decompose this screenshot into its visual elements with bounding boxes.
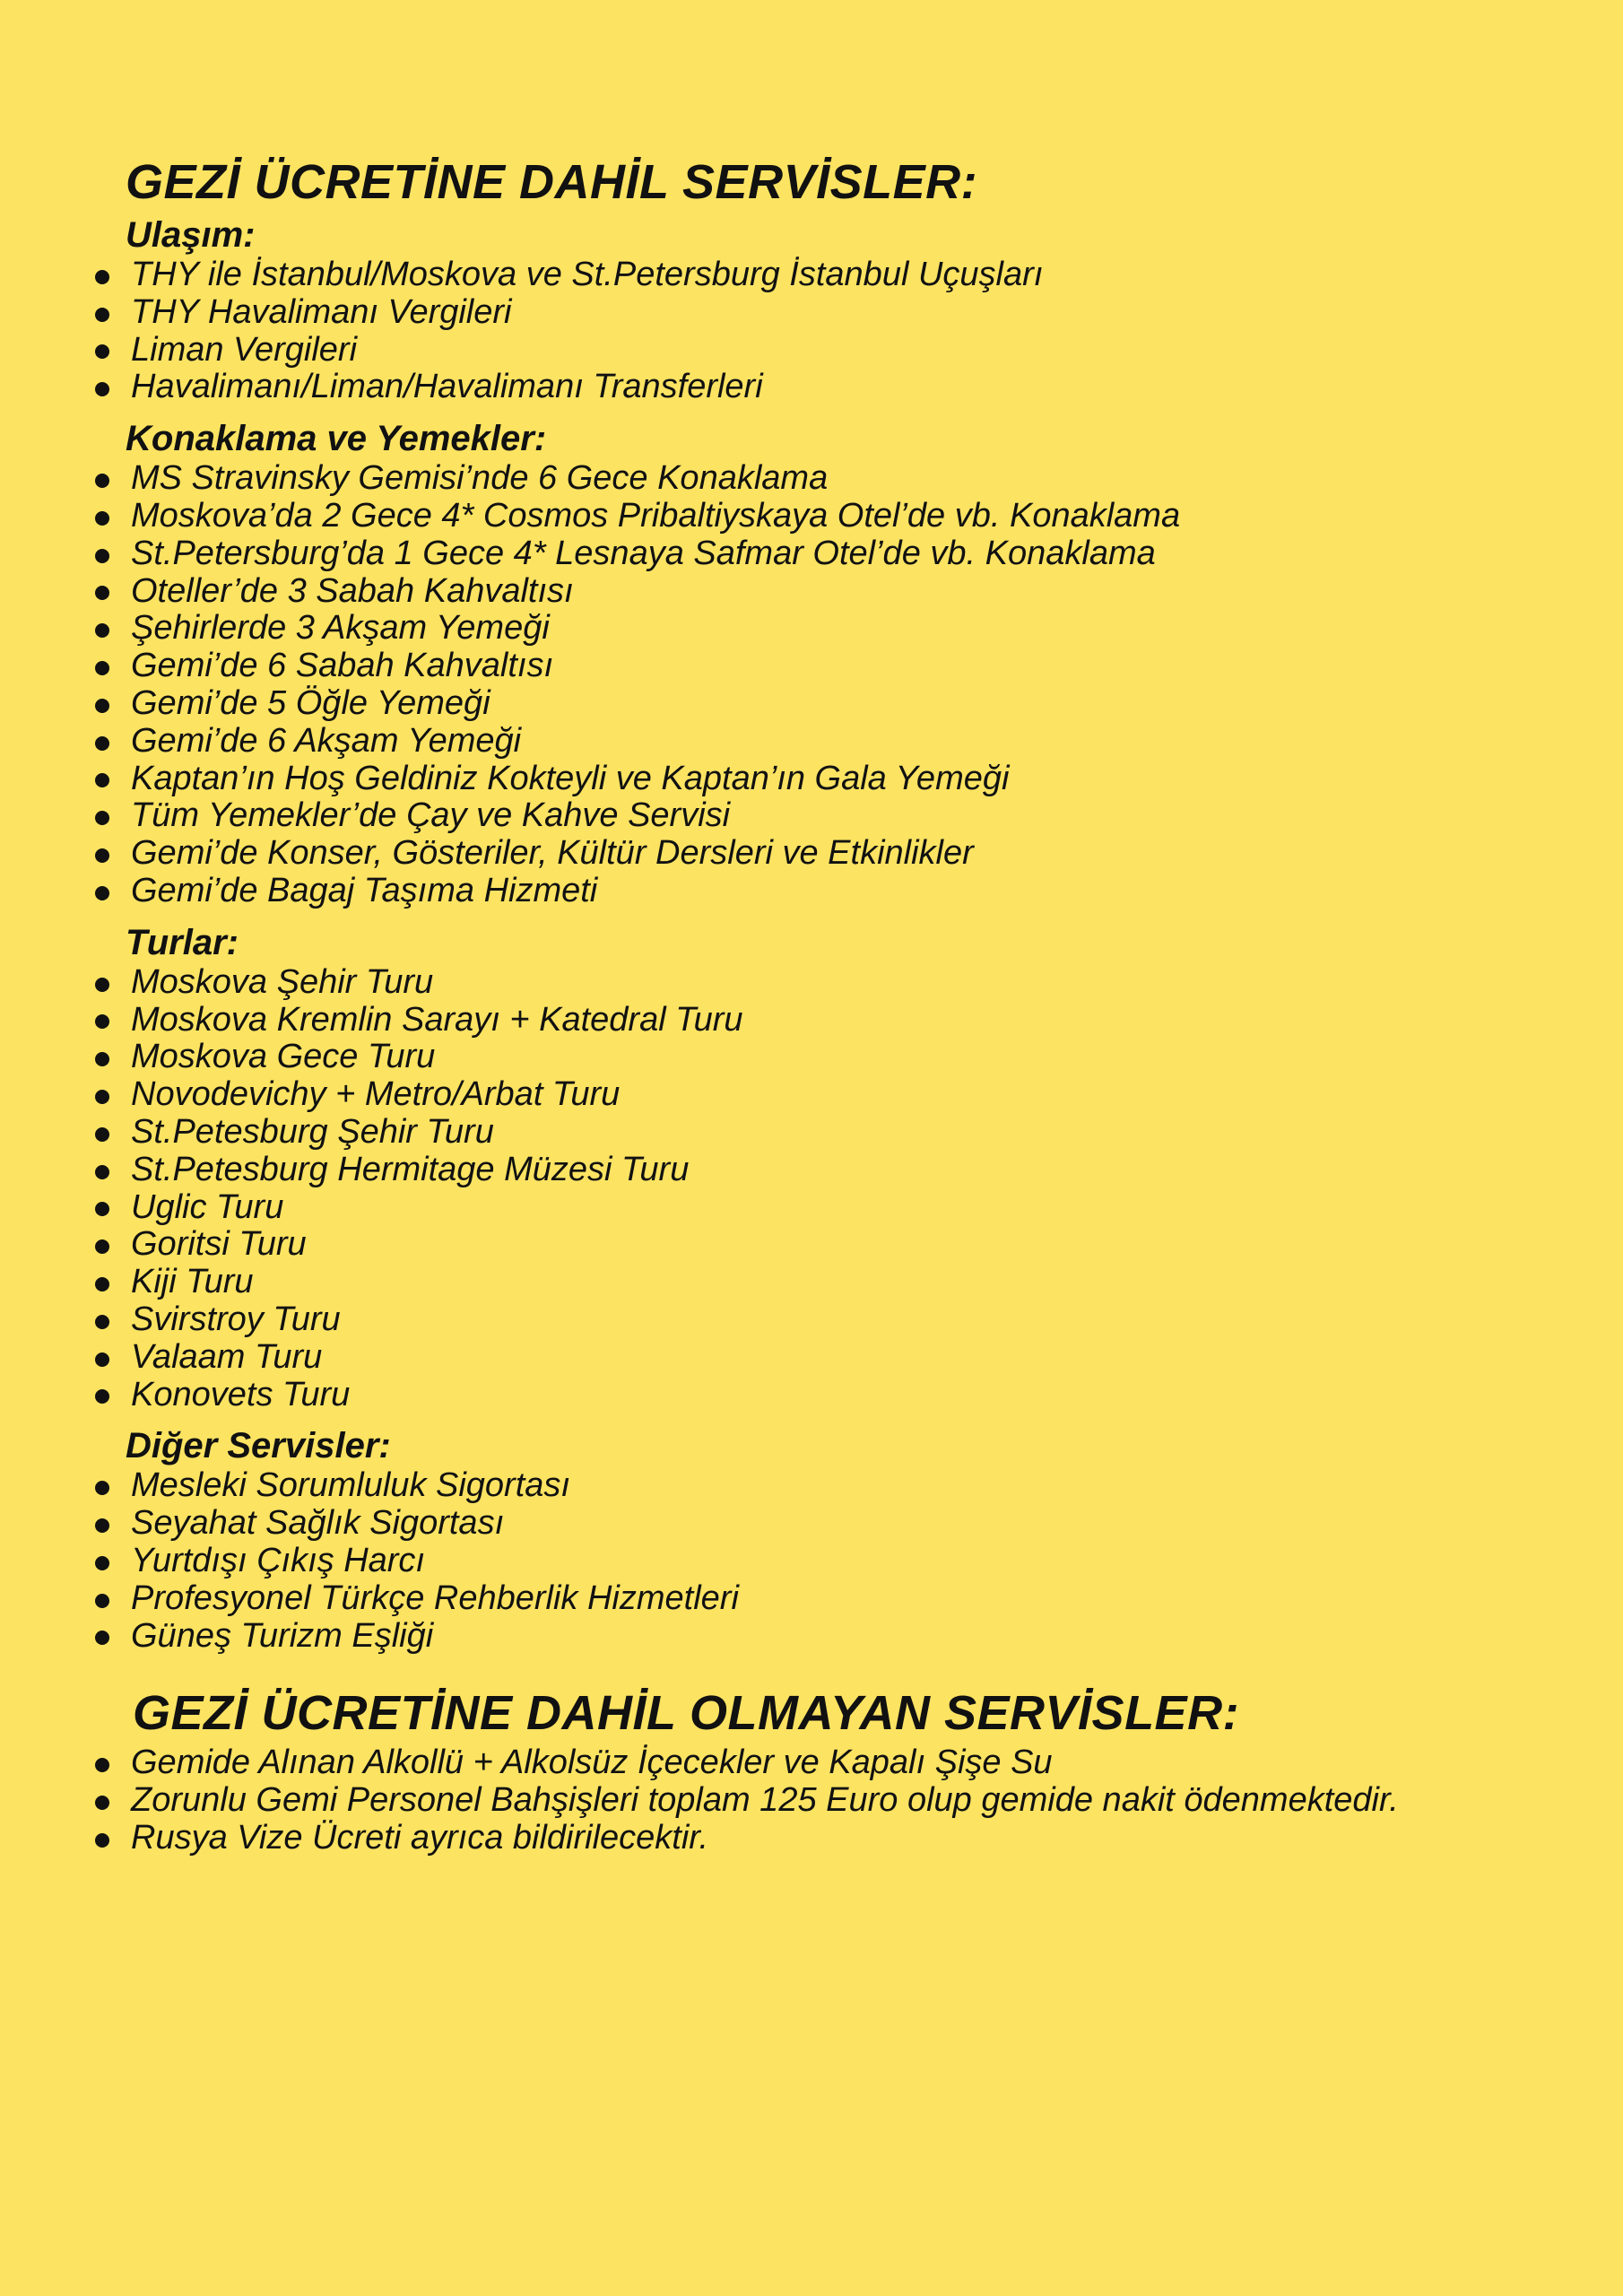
bullet-icon	[95, 1202, 109, 1216]
section-tours	[88, 921, 1612, 1414]
list-item	[88, 1505, 1612, 1543]
list-item-text: THY Havalimanı Vergileri	[131, 292, 512, 331]
bullet-icon	[95, 1481, 109, 1495]
list-item-text: St.Petesburg Şehir Turu	[131, 1112, 494, 1151]
section-other-services	[88, 1424, 1612, 1655]
list-item-text: Seyahat Sağlık Sigortası	[131, 1504, 505, 1543]
bullet-icon	[95, 1594, 109, 1608]
included-services-title: GEZİ ÜCRETİNE DAHİL SERVİSLER:	[126, 155, 978, 209]
bullet-icon	[95, 1796, 109, 1810]
list-item	[88, 369, 1612, 406]
list-item-text: Gemide Alınan Alkollü + Alkolsüz İçecekler ve Kapalı Şişe Su	[131, 1744, 1053, 1782]
bullet-icon	[95, 1758, 109, 1772]
bullet-icon	[95, 886, 109, 900]
list-item-text: Moskova’da 2 Gece 4* Cosmos Pribaltiyskaya Otel’de vb. Konaklama	[131, 496, 1181, 535]
section-transport	[88, 213, 1612, 406]
bullet-icon	[95, 1631, 109, 1645]
list-item	[88, 1039, 1612, 1076]
list-item-text: Kaptan’ın Hoş Geldiniz Kokteyli ve Kaptan’ın Gala Yemeği	[131, 759, 1010, 797]
list-item-text: Güneş Turizm Eşliği	[131, 1616, 434, 1655]
bullet-icon	[95, 978, 109, 992]
bullet-icon	[95, 736, 109, 751]
bullet-icon	[95, 549, 109, 563]
list-item-text: Havalimanı/Liman/Havalimanı Transferleri	[131, 368, 763, 406]
excluded-services-title: GEZİ ÜCRETİNE DAHİL OLMAYAN SERVİSLER:	[133, 1686, 1240, 1741]
bullet-icon	[95, 308, 109, 322]
list-item	[88, 1467, 1612, 1505]
list-item-text: Gemi’de 6 Akşam Yemeği	[131, 721, 522, 760]
list-item-text: Rusya Vize Ücreti ayrıca bildirilecektir.	[131, 1818, 709, 1857]
list-item-text: Konovets Turu	[131, 1375, 351, 1413]
list-item	[88, 1782, 1612, 1820]
bullet-icon	[95, 1352, 109, 1367]
bullet-icon	[95, 586, 109, 600]
section-title-tours: Turlar:	[126, 922, 239, 962]
list-item	[88, 460, 1612, 498]
list-item	[88, 294, 1612, 332]
bullet-icon	[95, 1127, 109, 1142]
list-item-text: Gemi’de 6 Sabah Kahvaltısı	[131, 647, 554, 685]
list-item	[88, 1543, 1612, 1580]
list-item	[88, 1264, 1612, 1301]
list-item	[88, 1114, 1612, 1152]
list-item-text: THY ile İstanbul/Moskova ve St.Petersburg İstanbul Uçuşları	[131, 256, 1044, 293]
list-item	[88, 535, 1612, 573]
list-item	[88, 1377, 1612, 1414]
bullet-icon	[95, 1389, 109, 1404]
list-item	[88, 573, 1612, 611]
list-item	[88, 873, 1612, 910]
bullet-icon	[95, 1090, 109, 1104]
list-item-text: Tüm Yemekler’de Çay ve Kahve Servisi	[131, 796, 731, 835]
excluded-services-list	[88, 1744, 1612, 1857]
bullet-icon	[95, 382, 109, 396]
section-accommodation-meals	[88, 417, 1612, 910]
list-item	[88, 1152, 1612, 1189]
bullet-icon	[95, 1518, 109, 1533]
list-item	[88, 1002, 1612, 1039]
list-item-text: St.Petesburg Hermitage Müzesi Turu	[131, 1150, 690, 1188]
list-item	[88, 797, 1612, 835]
section-title-transport: Ulaşım:	[126, 215, 256, 255]
tours-list	[88, 964, 1612, 1414]
section-title-other-services: Diğer Servisler:	[126, 1426, 391, 1466]
bullet-icon	[95, 699, 109, 713]
bullet-icon	[95, 811, 109, 825]
section-title-accommodation-meals: Konaklama ve Yemekler:	[126, 419, 547, 459]
bullet-icon	[95, 474, 109, 488]
bullet-icon	[95, 1315, 109, 1329]
list-item-text: Kiji Turu	[131, 1263, 254, 1301]
list-item-text: Gemi’de 5 Öğle Yemeği	[131, 683, 490, 722]
list-item-text: Şehirlerde 3 Akşam Yemeği	[131, 609, 550, 648]
bullet-icon	[95, 773, 109, 787]
list-item-text: Svirstroy Turu	[131, 1300, 341, 1338]
bullet-icon	[95, 1239, 109, 1254]
list-item-text: St.Petersburg’da 1 Gece 4* Lesnaya Safmar Otel’de vb. Konaklama	[131, 534, 1156, 572]
list-item	[88, 1301, 1612, 1339]
bullet-icon	[95, 1165, 109, 1179]
list-item	[88, 1580, 1612, 1618]
list-item	[88, 761, 1612, 798]
list-item	[88, 1076, 1612, 1114]
transport-list	[88, 257, 1612, 406]
bullet-icon	[95, 661, 109, 675]
list-item	[88, 648, 1612, 685]
list-item-text: Oteller’de 3 Sabah Kahvaltısı	[131, 571, 574, 610]
list-item	[88, 723, 1612, 761]
bullet-icon	[95, 511, 109, 526]
list-item	[88, 332, 1612, 370]
list-item-text: Yurtdışı Çıkış Harcı	[131, 1541, 425, 1579]
bullet-icon	[95, 1833, 109, 1848]
list-item-text: Valaam Turu	[131, 1337, 323, 1376]
list-item	[88, 610, 1612, 648]
list-item	[88, 1226, 1612, 1264]
list-item-text: Goritsi Turu	[131, 1225, 307, 1264]
list-item	[88, 1339, 1612, 1377]
bullet-icon	[95, 1277, 109, 1292]
list-item	[88, 964, 1612, 1002]
list-item-text: Moskova Şehir Turu	[131, 962, 434, 1001]
services-document	[88, 151, 1612, 1857]
list-item	[88, 257, 1612, 294]
list-item-text: Mesleki Sorumluluk Sigortası	[131, 1466, 570, 1505]
list-item	[88, 1189, 1612, 1227]
bullet-icon	[95, 270, 109, 284]
list-item	[88, 1618, 1612, 1656]
list-item	[88, 1744, 1612, 1782]
list-item-text: Profesyonel Türkçe Rehberlik Hizmetleri	[131, 1578, 739, 1617]
list-item-text: Zorunlu Gemi Personel Bahşişleri toplam 125 Euro olup gemide nakit ödenmektedir.	[131, 1781, 1399, 1820]
list-item-text: Gemi’de Konser, Gösteriler, Kültür Dersleri ve Etkinlikler	[131, 834, 974, 873]
list-item	[88, 685, 1612, 723]
list-item-text: Liman Vergileri	[131, 330, 358, 369]
list-item	[88, 1820, 1612, 1857]
bullet-icon	[95, 344, 109, 359]
list-item-text: MS Stravinsky Gemisi’nde 6 Gece Konaklama	[131, 459, 829, 498]
bullet-icon	[95, 1052, 109, 1066]
list-item-text: Novodevichy + Metro/Arbat Turu	[131, 1075, 621, 1114]
bullet-icon	[95, 848, 109, 863]
bullet-icon	[95, 1014, 109, 1029]
list-item-text: Moskova Gece Turu	[131, 1038, 436, 1076]
list-item-text: Uglic Turu	[131, 1187, 284, 1226]
list-item	[88, 498, 1612, 535]
bullet-icon	[95, 623, 109, 638]
bullet-icon	[95, 1556, 109, 1570]
other-services-list	[88, 1467, 1612, 1655]
accommodation-meals-list	[88, 460, 1612, 910]
list-item	[88, 835, 1612, 873]
list-item-text: Gemi’de Bagaj Taşıma Hizmeti	[131, 871, 598, 909]
list-item-text: Moskova Kremlin Sarayı + Katedral Turu	[131, 1000, 743, 1039]
